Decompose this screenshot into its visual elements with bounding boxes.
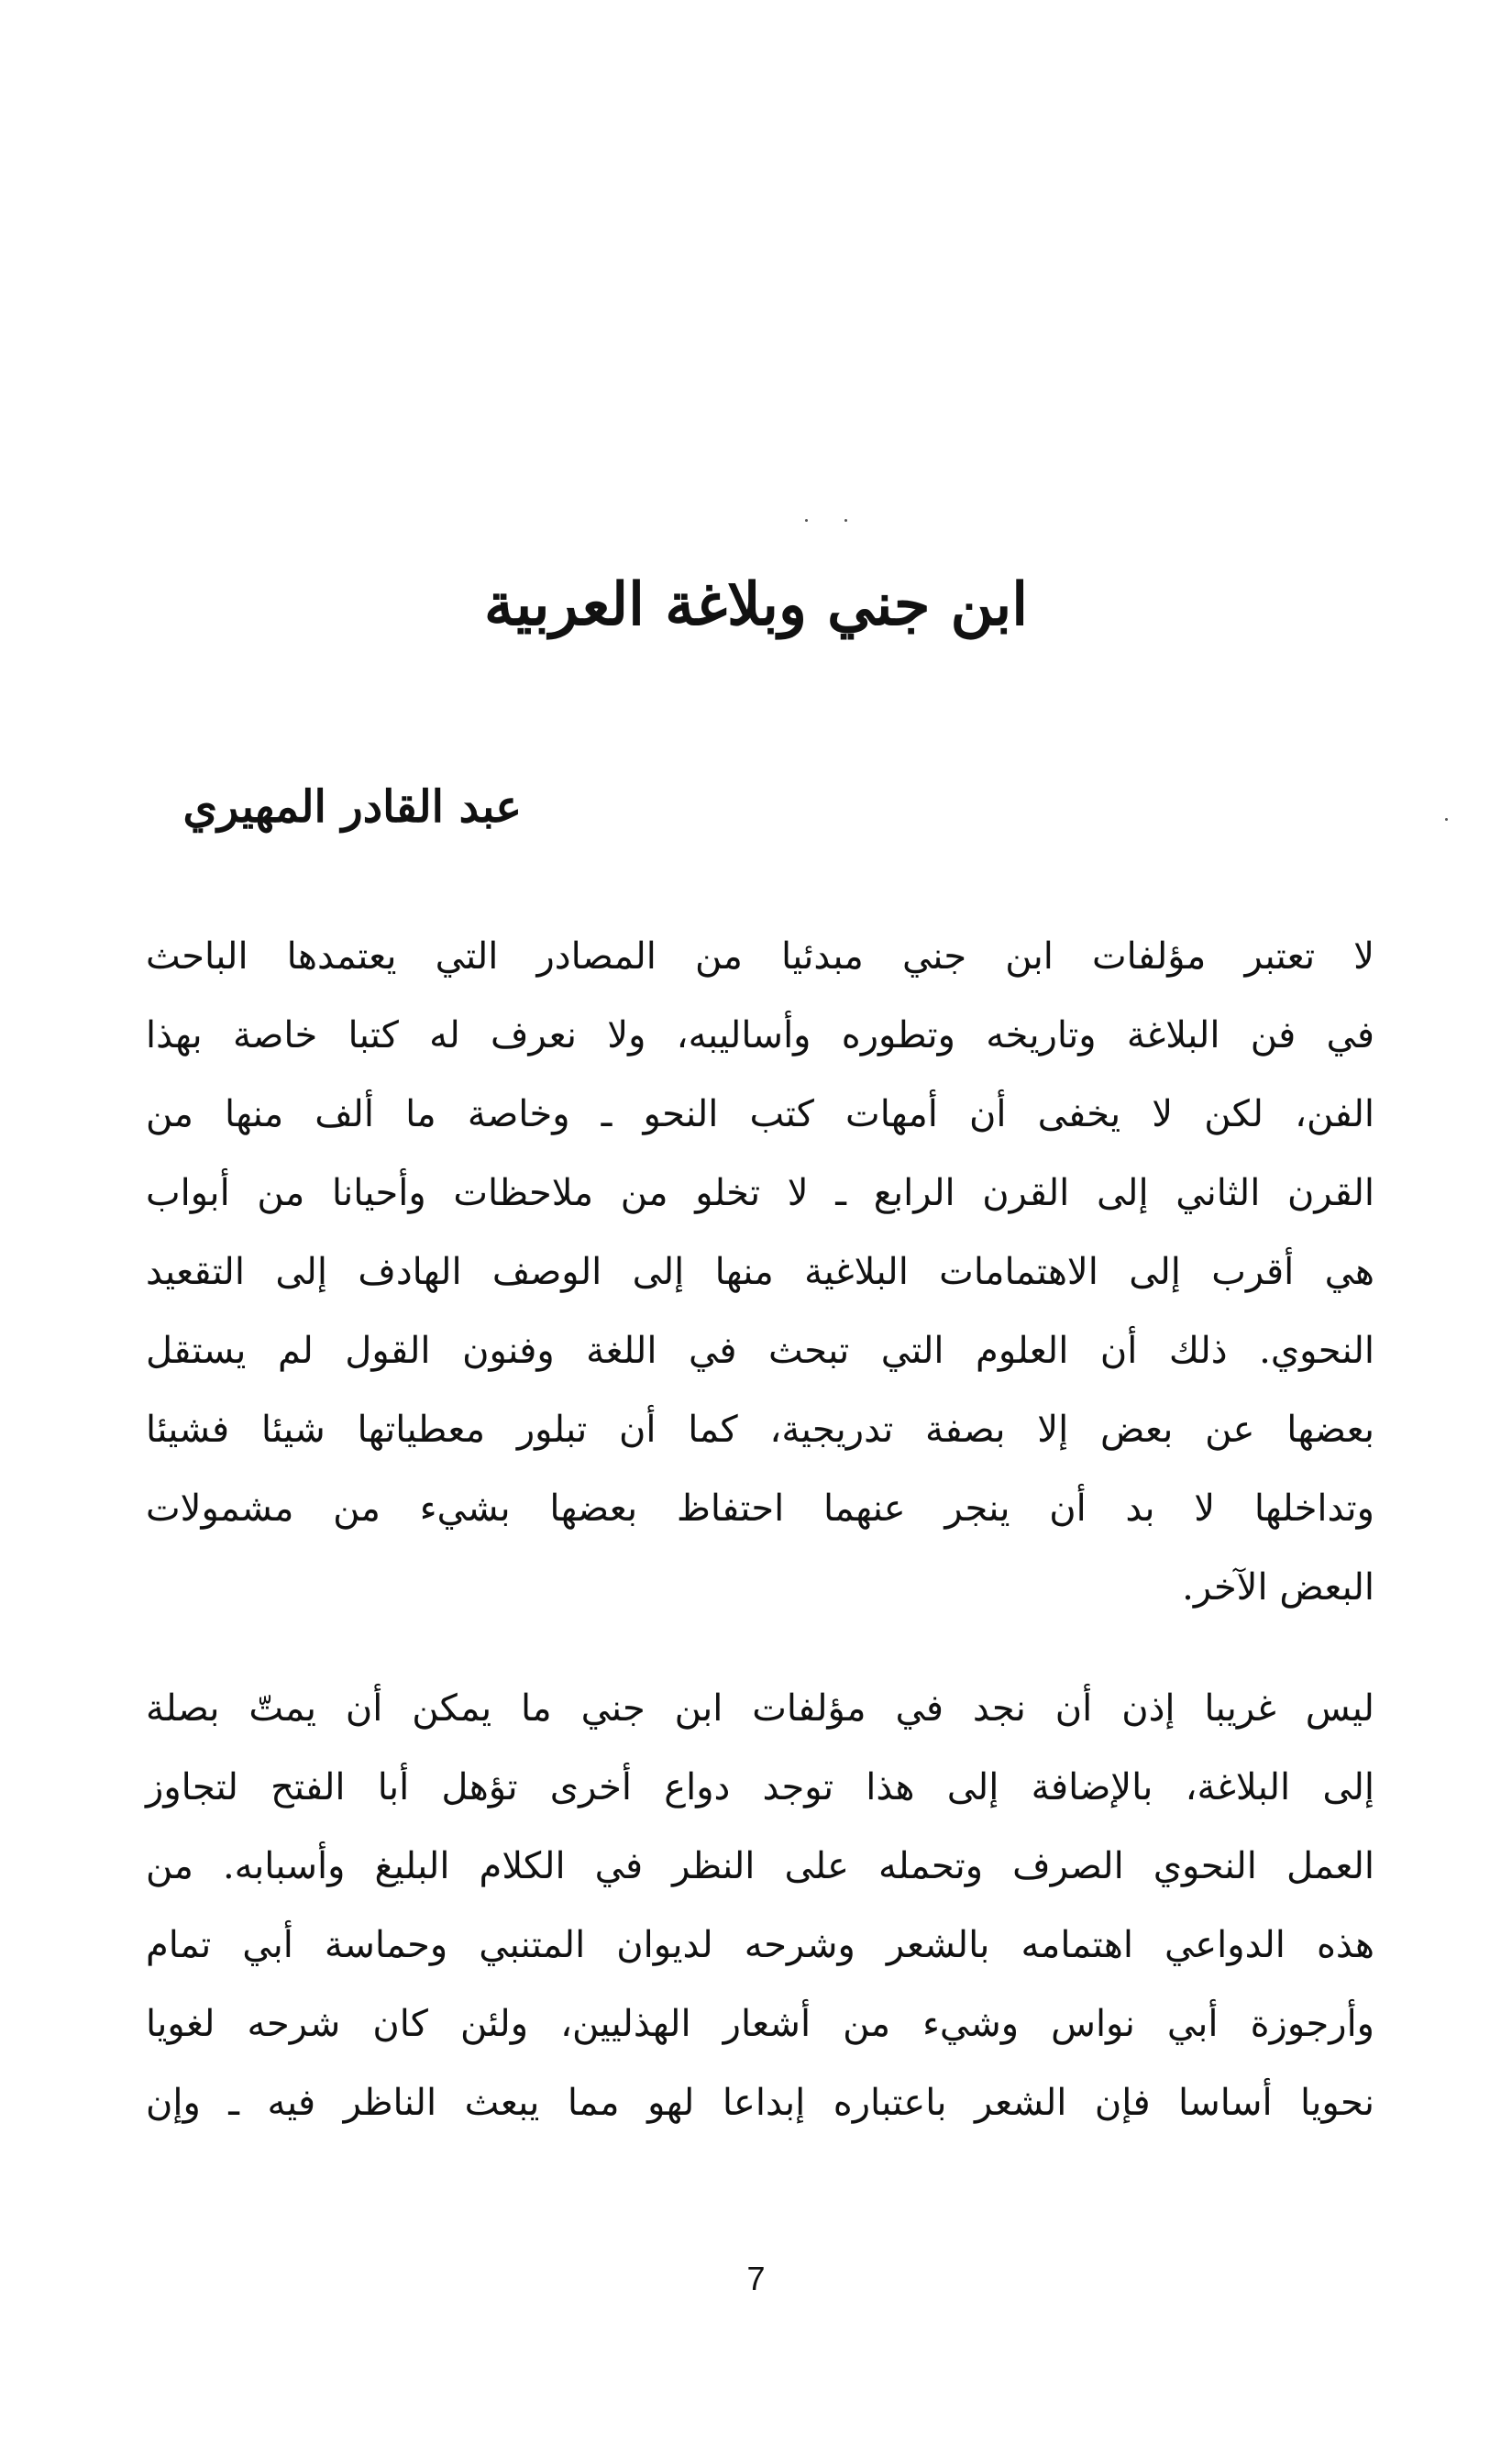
paragraph-line: الفن، لكن لا يخفى أن أمهات كتب النحو ـ وخاصة ما ألف منها من (146, 1093, 1374, 1135)
page-number: 7 (746, 2260, 766, 2297)
paragraph-line: في فن البلاغة وتاريخه وتطوره وأساليبه، ولا نعرف له كتبا خاصة بهذا (146, 1014, 1374, 1056)
paragraph-2 (146, 1669, 1374, 2142)
paragraph-line: العمل النحوي الصرف وتحمله على النظر في الكلام البليغ وأسبابه. من (146, 1845, 1374, 1887)
paragraph-line: النحوي. ذلك أن العلوم التي تبحث في اللغة وفنون القول لم يستقل (146, 1330, 1374, 1372)
paragraph-line: إلى البلاغة، بالإضافة إلى هذا توجد دواع أخرى تؤهل أبا الفتح لتجاوز (146, 1766, 1374, 1808)
paragraph-line: بعضها عن بعض إلا بصفة تدريجية، كما أن تبلور معطياتها شيئا فشيئا (146, 1409, 1374, 1451)
scan-speck (805, 519, 808, 522)
paragraph-line: وتداخلها لا بد أن ينجر عنهما احتفاظ بعضها بشيء من مشمولات (146, 1487, 1374, 1530)
article-title: ابن جني وبلاغة العربية (484, 570, 1028, 639)
paragraph-line: هي أقرب إلى الاهتمامات البلاغية منها إلى الوصف الهادف إلى التقعيد (146, 1251, 1374, 1293)
scan-speck (844, 519, 847, 522)
paragraph-line: ليس غريبا إذن أن نجد في مؤلفات ابن جني ما يمكن أن يمتّ بصلة (146, 1687, 1374, 1730)
author-name: عبد القادر المهيري (182, 781, 522, 833)
paragraph-1 (146, 917, 1374, 1627)
paragraph-line: البعض الآخر. (1182, 1566, 1374, 1609)
scan-speck (1445, 818, 1448, 821)
paragraph-line: هذه الدواعي اهتمامه بالشعر وشرحه لديوان المتنبي وحماسة أبي تمام (146, 1924, 1374, 1966)
paragraph-line: وأرجوزة أبي نواس وشيء من أشعار الهذليين، ولئن كان شرحه لغويا (146, 2003, 1374, 2045)
paragraph-line: لا تعتبر مؤلفات ابن جني مبدئيا من المصادر التي يعتمدها الباحث (146, 935, 1374, 978)
paragraph-line: القرن الثاني إلى القرن الرابع ـ لا تخلو من ملاحظات وأحيانا من أبواب (146, 1172, 1374, 1214)
paragraph-line: نحويا أساسا فإن الشعر باعتباره إبداعا لهو مما يبعث الناظر فيه ـ وإن (146, 2082, 1374, 2124)
